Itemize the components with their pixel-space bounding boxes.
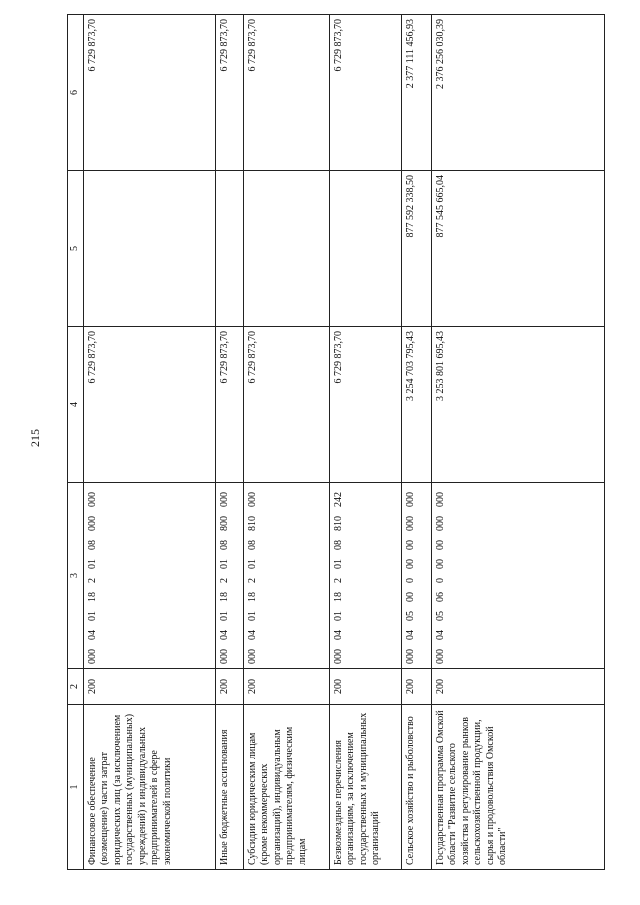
header-col-2: 2 (68, 669, 84, 705)
row-name: Сельское хозяйство и рыболовство (401, 705, 431, 870)
row-name: Иные бюджетные ассигнования (215, 705, 243, 870)
row-value-5 (329, 171, 401, 327)
row-value-5: 877 545 665,04 (431, 171, 605, 327)
row-value-4: 3 254 703 795,43 (401, 327, 431, 483)
row-value-5 (243, 171, 329, 327)
row-value-6: 2 376 256 030,39 (431, 15, 605, 171)
table-row (401, 15, 431, 870)
row-col2: 200 (401, 669, 431, 705)
row-value-6: 6 729 873,70 (215, 15, 243, 171)
header-col-4: 4 (68, 327, 84, 483)
row-name: Государственная программа Омской области "Развитие сельского хозяйства и регулирование рынков сельскохозяйственной продукции, сырья и продовольствия Омской области" (431, 705, 605, 870)
row-code: 000 04 01 18 2 01 08 000 000 (83, 483, 215, 669)
table-row (431, 15, 605, 870)
budget-table (67, 14, 605, 870)
row-code: 000 04 01 18 2 01 08 810 242 (329, 483, 401, 669)
row-value-5 (215, 171, 243, 327)
row-col2: 200 (243, 669, 329, 705)
row-code: 000 04 01 18 2 01 08 810 000 (243, 483, 329, 669)
header-col-5: 5 (68, 171, 84, 327)
row-code: 000 04 01 18 2 01 08 800 000 (215, 483, 243, 669)
table-row (83, 15, 215, 870)
row-code: 000 04 05 06 0 00 00 000 000 (431, 483, 605, 669)
row-value-5: 877 592 338,50 (401, 171, 431, 327)
row-col2: 200 (431, 669, 605, 705)
row-value-6: 6 729 873,70 (83, 15, 215, 171)
row-value-4: 6 729 873,70 (329, 327, 401, 483)
row-col2: 200 (83, 669, 215, 705)
header-row (68, 15, 84, 870)
header-col-1: 1 (68, 705, 84, 870)
row-value-4: 6 729 873,70 (83, 327, 215, 483)
table-row (215, 15, 243, 870)
row-value-6: 6 729 873,70 (243, 15, 329, 171)
table-row (243, 15, 329, 870)
rotated-table-wrapper (67, 15, 605, 870)
page-number: 215 (28, 429, 42, 447)
header-col-3: 3 (68, 483, 84, 669)
row-name: Финансовое обеспечение (возмещение) части затрат юридических лиц (за исключением государственных (муниципальных) учреждений) и индивидуальных предпринимателей в сфере экономической политики (83, 705, 215, 870)
row-name: Безвозмездные перечисления организациям, за исключением государственных и муниципальных организаций (329, 705, 401, 870)
row-value-5 (83, 171, 215, 327)
row-value-4: 6 729 873,70 (215, 327, 243, 483)
table-row (329, 15, 401, 870)
row-col2: 200 (329, 669, 401, 705)
row-col2: 200 (215, 669, 243, 705)
row-value-6: 6 729 873,70 (329, 15, 401, 171)
row-name: Субсидии юридическим лицам (кроме некоммерческих организаций), индивидуальным предпринимателям, физическим лицам (243, 705, 329, 870)
row-value-4: 6 729 873,70 (243, 327, 329, 483)
row-value-6: 2 377 111 456,93 (401, 15, 431, 171)
row-code: 000 04 05 00 0 00 00 000 000 (401, 483, 431, 669)
header-col-6: 6 (68, 15, 84, 171)
row-value-4: 3 253 801 695,43 (431, 327, 605, 483)
